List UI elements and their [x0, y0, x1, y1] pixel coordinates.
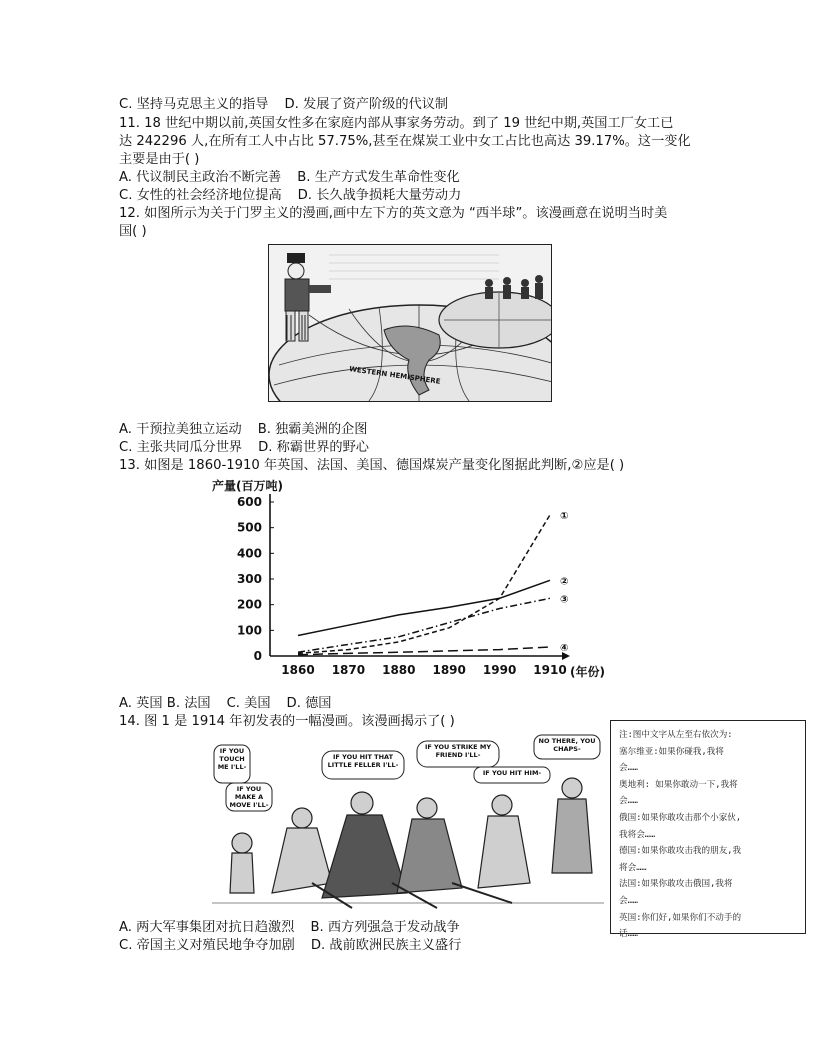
- y-tick-label: 100: [236, 623, 262, 638]
- series-line-4: [298, 647, 550, 655]
- series-line-1: [298, 515, 550, 654]
- q13-option-a: A. 英国: [119, 696, 163, 711]
- q12-stem-line2: 国( ): [119, 224, 147, 239]
- q11-option-b: B. 生产方式发生革命性变化: [297, 170, 460, 185]
- q10-option-d: D. 发展了资产阶级的代议制: [284, 97, 449, 112]
- note-line: 会……: [619, 763, 638, 774]
- y-tick-label: 0: [253, 649, 262, 663]
- q12-option-b: B. 独霸美洲的企图: [257, 422, 368, 437]
- x-tick-label: 1870: [331, 663, 366, 677]
- bubble-serbia: IF YOU TOUCH ME I'LL-: [217, 747, 247, 771]
- q11-stem-line3: 主要是由于( ): [119, 152, 200, 167]
- note-line: 俄国:如果你敢攻击那个小家伙,: [619, 812, 742, 823]
- x-tick-label: 1880: [382, 663, 416, 677]
- q11-stem-line2: 达 242296 人,在所有工人中占比 57.75%,甚至在煤炭工业中女工占比也高达 39.17%。这一变化: [119, 134, 691, 149]
- q14-option-d: D. 战前欧洲民族主义盛行: [310, 938, 462, 953]
- q13-option-c: C. 美国: [226, 696, 271, 711]
- y-tick-label: 400: [236, 546, 262, 561]
- q13-option-b: B. 法国: [166, 696, 211, 711]
- note-line: 法国:如果你敢攻击俄国,我将: [619, 879, 733, 890]
- chart-xlabel: (年份): [570, 665, 605, 679]
- q12-options-row-2: [119, 439, 369, 457]
- bubble-austria: IF YOU MAKE A MOVE I'LL-: [229, 785, 269, 809]
- q11-options-row-2: [119, 187, 461, 205]
- q11-option-d: D. 长久战争损耗大量劳动力: [297, 188, 462, 203]
- bubble-britain: NO THERE, YOU CHAPS-: [538, 737, 596, 753]
- series-label-3: ③: [560, 594, 569, 606]
- bubble-germany: IF YOU STRIKE MY FRIEND I'LL-: [424, 743, 492, 759]
- y-tick-label: 600: [236, 495, 262, 509]
- bubble-russia: IF YOU HIT THAT LITTLE FELLER I'LL-: [327, 753, 399, 769]
- note-line: 塞尔维亚:如果你碰我,我将: [619, 746, 724, 757]
- coal-chart-svg: [200, 472, 650, 684]
- 1914-cartoon-image: [212, 733, 604, 913]
- q14-stem: 14. 图 1 是 1914 年初发表的一幅漫画。该漫画揭示了( ): [119, 714, 455, 729]
- q14-options-row-1: [119, 919, 460, 937]
- cartoon-image: [268, 244, 552, 402]
- y-tick-label: 200: [236, 597, 262, 612]
- series-label-2: ②: [560, 576, 569, 588]
- x-tick-label: 1990: [482, 663, 517, 677]
- chart-ylabel: 产量(百万吨): [212, 479, 283, 493]
- q11-options-row-1: [119, 169, 460, 187]
- q10-option-c: C. 坚持马克思主义的指导: [119, 97, 269, 112]
- note-line: 会……: [619, 796, 638, 807]
- q12-stem-line1: 12. 如图所示为关于门罗主义的漫画,画中左下方的英文意为 “西半球”。该漫画意在说明当时美: [119, 206, 668, 221]
- q14-options-row-2: [119, 937, 461, 955]
- q12-option-c: C. 主张共同瓜分世界: [119, 440, 243, 455]
- x-tick-label: 1910: [533, 663, 567, 677]
- note-line: 奥地利: 如果你敢动一下,我将: [619, 779, 738, 790]
- q12-options-row-1: [119, 421, 367, 439]
- x-tick-label: 1890: [432, 663, 466, 677]
- q12-option-a: A. 干预拉美独立运动: [119, 422, 242, 437]
- q14-option-b: B. 西方列强急于发动战争: [310, 920, 460, 935]
- series-label-1: ①: [560, 510, 569, 522]
- note-line: 会……: [619, 895, 638, 906]
- x-tick-label: 1860: [281, 663, 315, 677]
- note-line: 我将会……: [619, 829, 656, 840]
- cartoon-caption: WESTERN HEMISPHERE: [348, 365, 441, 386]
- series-line-3: [298, 598, 550, 652]
- series-label-4: ④: [560, 643, 569, 655]
- q11-option-c: C. 女性的社会经济地位提高: [119, 188, 282, 203]
- note-line: 话……: [619, 929, 638, 940]
- coal-production-chart: [200, 472, 650, 688]
- q14-option-c: C. 帝国主义对殖民地争夺加剧: [119, 938, 295, 953]
- monroe-doctrine-cartoon: [268, 244, 552, 406]
- series-line-2: [298, 580, 550, 635]
- q13-option-d: D. 德国: [286, 696, 332, 711]
- y-tick-label: 300: [236, 572, 262, 586]
- q13-options-row: [119, 695, 331, 713]
- bubble-france: IF YOU HIT HIM-: [482, 769, 542, 777]
- q11-stem-line1: 11. 18 世纪中期以前,英国女性多在家庭内部从事家务劳动。到了 19 世纪中期,英国工厂女工已: [119, 116, 674, 131]
- q11-option-a: A. 代议制民主政治不断完善: [119, 170, 282, 185]
- q10-options-row: [119, 96, 448, 114]
- 1914-cartoon: [212, 733, 604, 917]
- note-line: 英国:你们好,如果你们不动手的: [619, 912, 742, 923]
- note-line: 注:图中文字从左至右依次为:: [619, 730, 733, 740]
- y-tick-label: 500: [236, 520, 262, 535]
- note-line: 德国:如果你敢攻击我的朋友,我: [619, 846, 742, 857]
- q13-stem: 13. 如图是 1860-1910 年英国、法国、美国、德国煤炭产量变化图据此判断,②应是( ): [119, 458, 625, 473]
- q12-option-d: D. 称霸世界的野心: [258, 440, 369, 455]
- q14-option-a: A. 两大军事集团对抗日趋激烈: [119, 920, 295, 935]
- note-line: 将会……: [619, 862, 647, 873]
- cartoon-note-box: [610, 720, 806, 940]
